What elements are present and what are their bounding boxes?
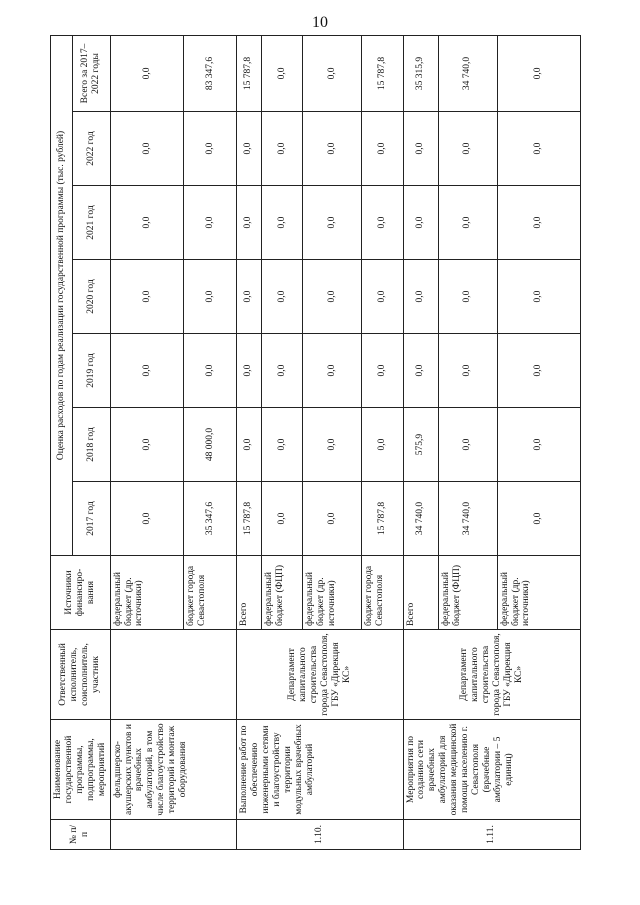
cell-value: 34 740,0 [403,482,438,556]
cell-value: 0,0 [361,112,403,186]
page-number: 10 [312,14,328,31]
cell-value: 0,0 [438,408,497,482]
cell-value: 35 347,6 [184,482,237,556]
cell-value: 0,0 [403,186,438,260]
cell-no: 1.10. [236,820,403,850]
cell-value: 15 787,8 [236,35,261,111]
cell-value: 0,0 [403,112,438,186]
cell-value: 0,0 [497,186,580,260]
cell-value: 34 740,0 [438,482,497,556]
cell-value: 15 787,8 [236,482,261,556]
header-year: 2017 год [73,482,110,556]
cell-value: 0,0 [361,260,403,334]
cell-name: Мероприятия по созданию сети врачебных амбулаторий для оказания медицинской помощи населению г. Севастополя (врачебные амбулатории – 5 единиц) [403,720,580,820]
cell-value: 0,0 [184,186,237,260]
cell-no [110,820,236,850]
cell-value: 0,0 [497,482,580,556]
cell-source: Всего [236,556,261,630]
header-year: 2018 год [73,408,110,482]
cell-value: 0,0 [438,186,497,260]
header-year: 2022 год [73,112,110,186]
cell-value: 0,0 [261,112,303,186]
cell-value: 48 000,0 [184,408,237,482]
cell-value: 575,9 [403,408,438,482]
budget-table [50,35,581,850]
cell-value: 0,0 [497,334,580,408]
cell-executor: Департамент капитального строительства города Севастополя, ГБУ «Дирекция КС» [236,630,403,720]
cell-value: 0,0 [261,35,303,111]
cell-value: 0,0 [438,112,497,186]
cell-source: федеральный бюджет (др. источники) [303,556,362,630]
cell-value: 15 787,8 [361,35,403,111]
cell-value: 0,0 [110,35,184,111]
cell-value: 0,0 [261,186,303,260]
header-sources: Источники финансиро-вания [51,556,111,630]
cell-value: 0,0 [497,260,580,334]
cell-value: 0,0 [184,334,237,408]
cell-value: 0,0 [497,112,580,186]
cell-value: 0,0 [110,334,184,408]
cell-value: 83 347,6 [184,35,237,111]
cell-value: 0,0 [236,334,261,408]
header-executor: Ответственный исполнитель, соисполнитель, участник [51,630,111,720]
cell-source: федеральный бюджет (ФЦП) [438,556,497,630]
cell-executor: Департамент капитального строительства города Севастополя, ГБУ «Дирекция КС» [403,630,580,720]
cell-value: 0,0 [110,260,184,334]
cell-value: 0,0 [303,260,362,334]
cell-value: 0,0 [403,334,438,408]
cell-executor [110,630,236,720]
header-name: Наименование государственной программы, подпрограммы, мероприятий [51,720,111,820]
cell-value: 0,0 [361,186,403,260]
header-year: 2020 год [73,260,110,334]
cell-value: 0,0 [236,112,261,186]
cell-value: 0,0 [236,260,261,334]
cell-value: 0,0 [236,408,261,482]
cell-source: федеральный бюджет (др. источники) [110,556,184,630]
cell-value: 0,0 [303,35,362,111]
header-no: № п/п [51,820,111,850]
cell-name: Выполнение работ по обеспечению инженерными сетями и благоустройству территории модульных врачебных амбулаторий [236,720,403,820]
cell-value: 0,0 [303,408,362,482]
cell-value: 35 315,9 [403,35,438,111]
header-estimate: Оценка расходов по годам реализации государственной программы (тыс. рублей) [51,35,73,555]
cell-source: бюджет города Севастополя [361,556,403,630]
cell-value: 0,0 [184,260,237,334]
cell-source: бюджет города Севастополя [184,556,237,630]
cell-value: 0,0 [110,408,184,482]
cell-value: 0,0 [361,334,403,408]
cell-source: федеральный бюджет (ФЦП) [261,556,303,630]
cell-value: 0,0 [303,112,362,186]
rotated-table-container [50,36,564,850]
cell-value: 0,0 [261,260,303,334]
header-year: 2019 год [73,334,110,408]
cell-value: 0,0 [438,260,497,334]
cell-no: 1.11. [403,820,580,850]
cell-value: 0,0 [261,408,303,482]
cell-value: 0,0 [497,35,580,111]
cell-value: 0,0 [236,186,261,260]
table-row [236,35,261,849]
header-total: Всего за 2017–2022 годы [73,35,110,111]
cell-value: 0,0 [110,482,184,556]
cell-value: 0,0 [110,186,184,260]
cell-value: 0,0 [110,112,184,186]
cell-value: 0,0 [303,186,362,260]
header-year: 2021 год [73,186,110,260]
cell-value: 0,0 [361,408,403,482]
cell-name: фельдшерско-акушерских пунктов и врачебных амбулаторий, в том числе благоустройство территорий и монтаж оборудования [110,720,236,820]
cell-value: 0,0 [403,260,438,334]
table-row [110,35,184,849]
cell-value: 0,0 [497,408,580,482]
cell-value: 34 740,0 [438,35,497,111]
cell-value: 0,0 [261,482,303,556]
cell-source: Всего [403,556,438,630]
table-row [403,35,438,849]
cell-source: федеральный бюджет (др. источники) [497,556,580,630]
header-row-1 [51,35,73,849]
cell-value: 0,0 [303,482,362,556]
cell-value: 15 787,8 [361,482,403,556]
cell-value: 0,0 [438,334,497,408]
cell-value: 0,0 [261,334,303,408]
cell-value: 0,0 [184,112,237,186]
cell-value: 0,0 [303,334,362,408]
